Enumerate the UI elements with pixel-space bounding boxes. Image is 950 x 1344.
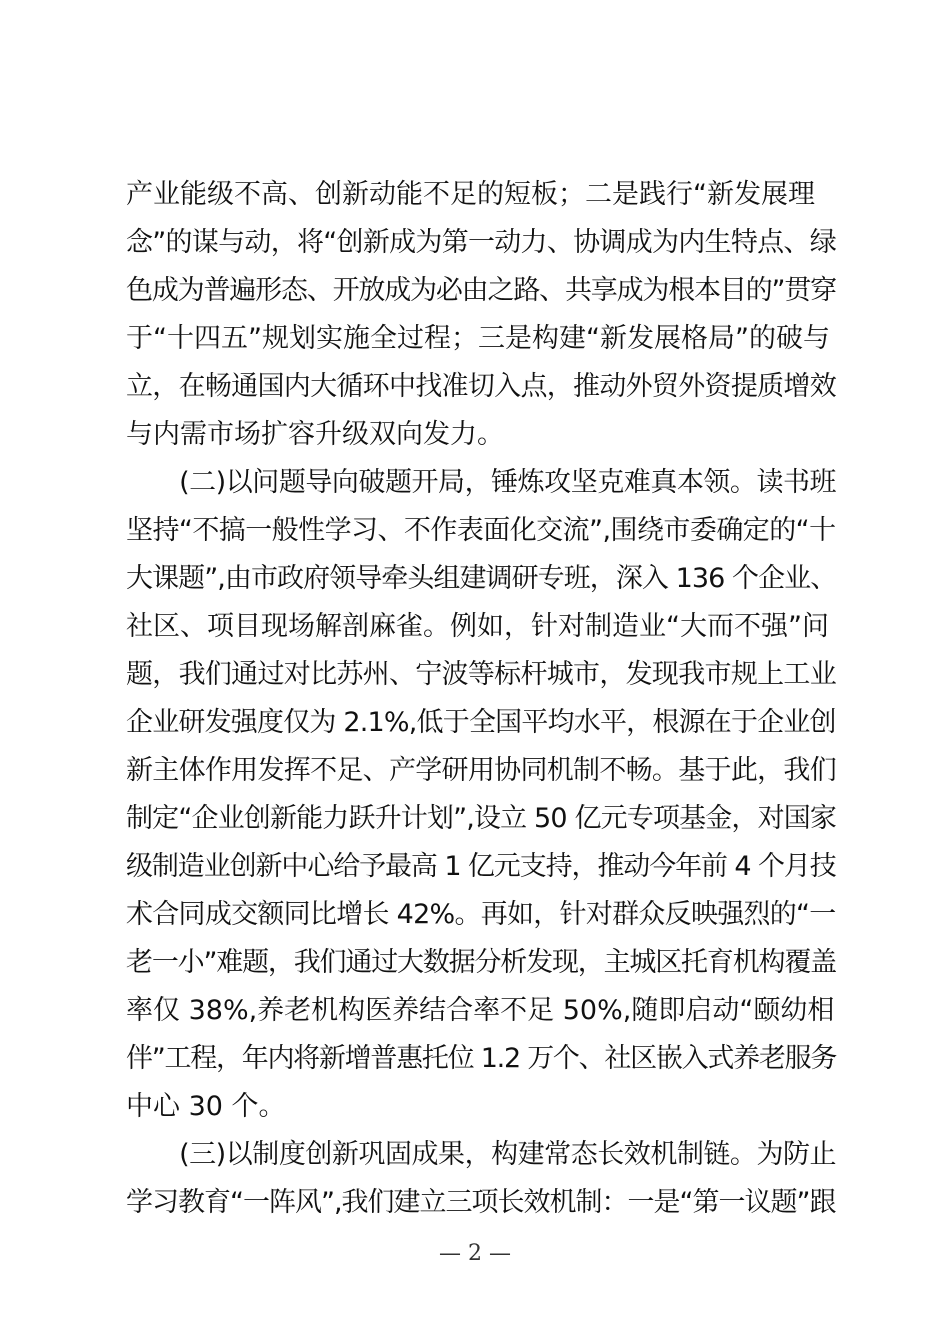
text-line: 坚持“不搞一般性学习、不作表面化交流”,围绕市委确定的“十 [126, 515, 836, 546]
text-line: 产业能级不高、创新动能不足的短板；二是践行“新发展理 [126, 179, 815, 210]
text-line: 术合同成交额同比增长 42%。再如，针对群众反映强烈的“一 [126, 899, 836, 930]
text-line: 企业研发强度仅为 2.1%,低于全国平均水平，根源在于企业创 [126, 707, 836, 738]
text-line: 与内需市场扩容升级双向发力。 [126, 419, 504, 450]
text-line: 于“十四五”规划实施全过程；三是构建“新发展格局”的破与 [126, 323, 830, 354]
text-line: 立，在畅通国内大循环中找准切入点，推动外贸外资提质增效 [126, 371, 836, 402]
text-line: 大课题”,由市政府领导牵头组建调研专班，深入 136 个企业、 [126, 563, 837, 594]
text-line: (二)以问题导向破题开局，锤炼攻坚克难真本领。读书班 [126, 467, 837, 498]
text-line: 伴”工程，年内将新增普惠托位 1.2 万个、社区嵌入式养老服务 [126, 1043, 837, 1074]
text-line: 中心 30 个。 [126, 1091, 286, 1122]
text-line: (三)以制度创新巩固成果，构建常态长效机制链。为防止 [126, 1139, 837, 1170]
text-line: 题，我们通过对比苏州、宁波等标杆城市，发现我市规上工业 [126, 659, 836, 690]
page-number: — 2 — [439, 1241, 511, 1266]
text-line: 色成为普遍形态、开放成为必由之路、共享成为根本目的”贯穿 [126, 275, 836, 306]
text-line: 社区、项目现场解剖麻雀。例如，针对制造业“大而不强”问 [126, 611, 829, 642]
text-line: 率仅 38%,养老机构医养结合率不足 50%,随即启动“颐幼相 [126, 995, 835, 1026]
text-line: 学习教育“一阵风”,我们建立三项长效机制：一是“第一议题”跟 [126, 1187, 836, 1218]
text-line: 老一小”难题，我们通过大数据分析发现，主城区托育机构覆盖 [126, 947, 836, 978]
text-line: 新主体作用发挥不足、产学研用协同机制不畅。基于此，我们 [126, 755, 836, 786]
body-text [126, 171, 836, 1227]
text-line: 念”的谋与动，将“创新成为第一动力、协调成为内生特点、绿 [126, 227, 836, 258]
text-line: 制定“企业创新能力跃升计划”,设立 50 亿元专项基金，对国家 [126, 803, 837, 834]
text-line: 级制造业创新中心给予最高 1 亿元支持，推动今年前 4 个月技 [126, 851, 836, 882]
